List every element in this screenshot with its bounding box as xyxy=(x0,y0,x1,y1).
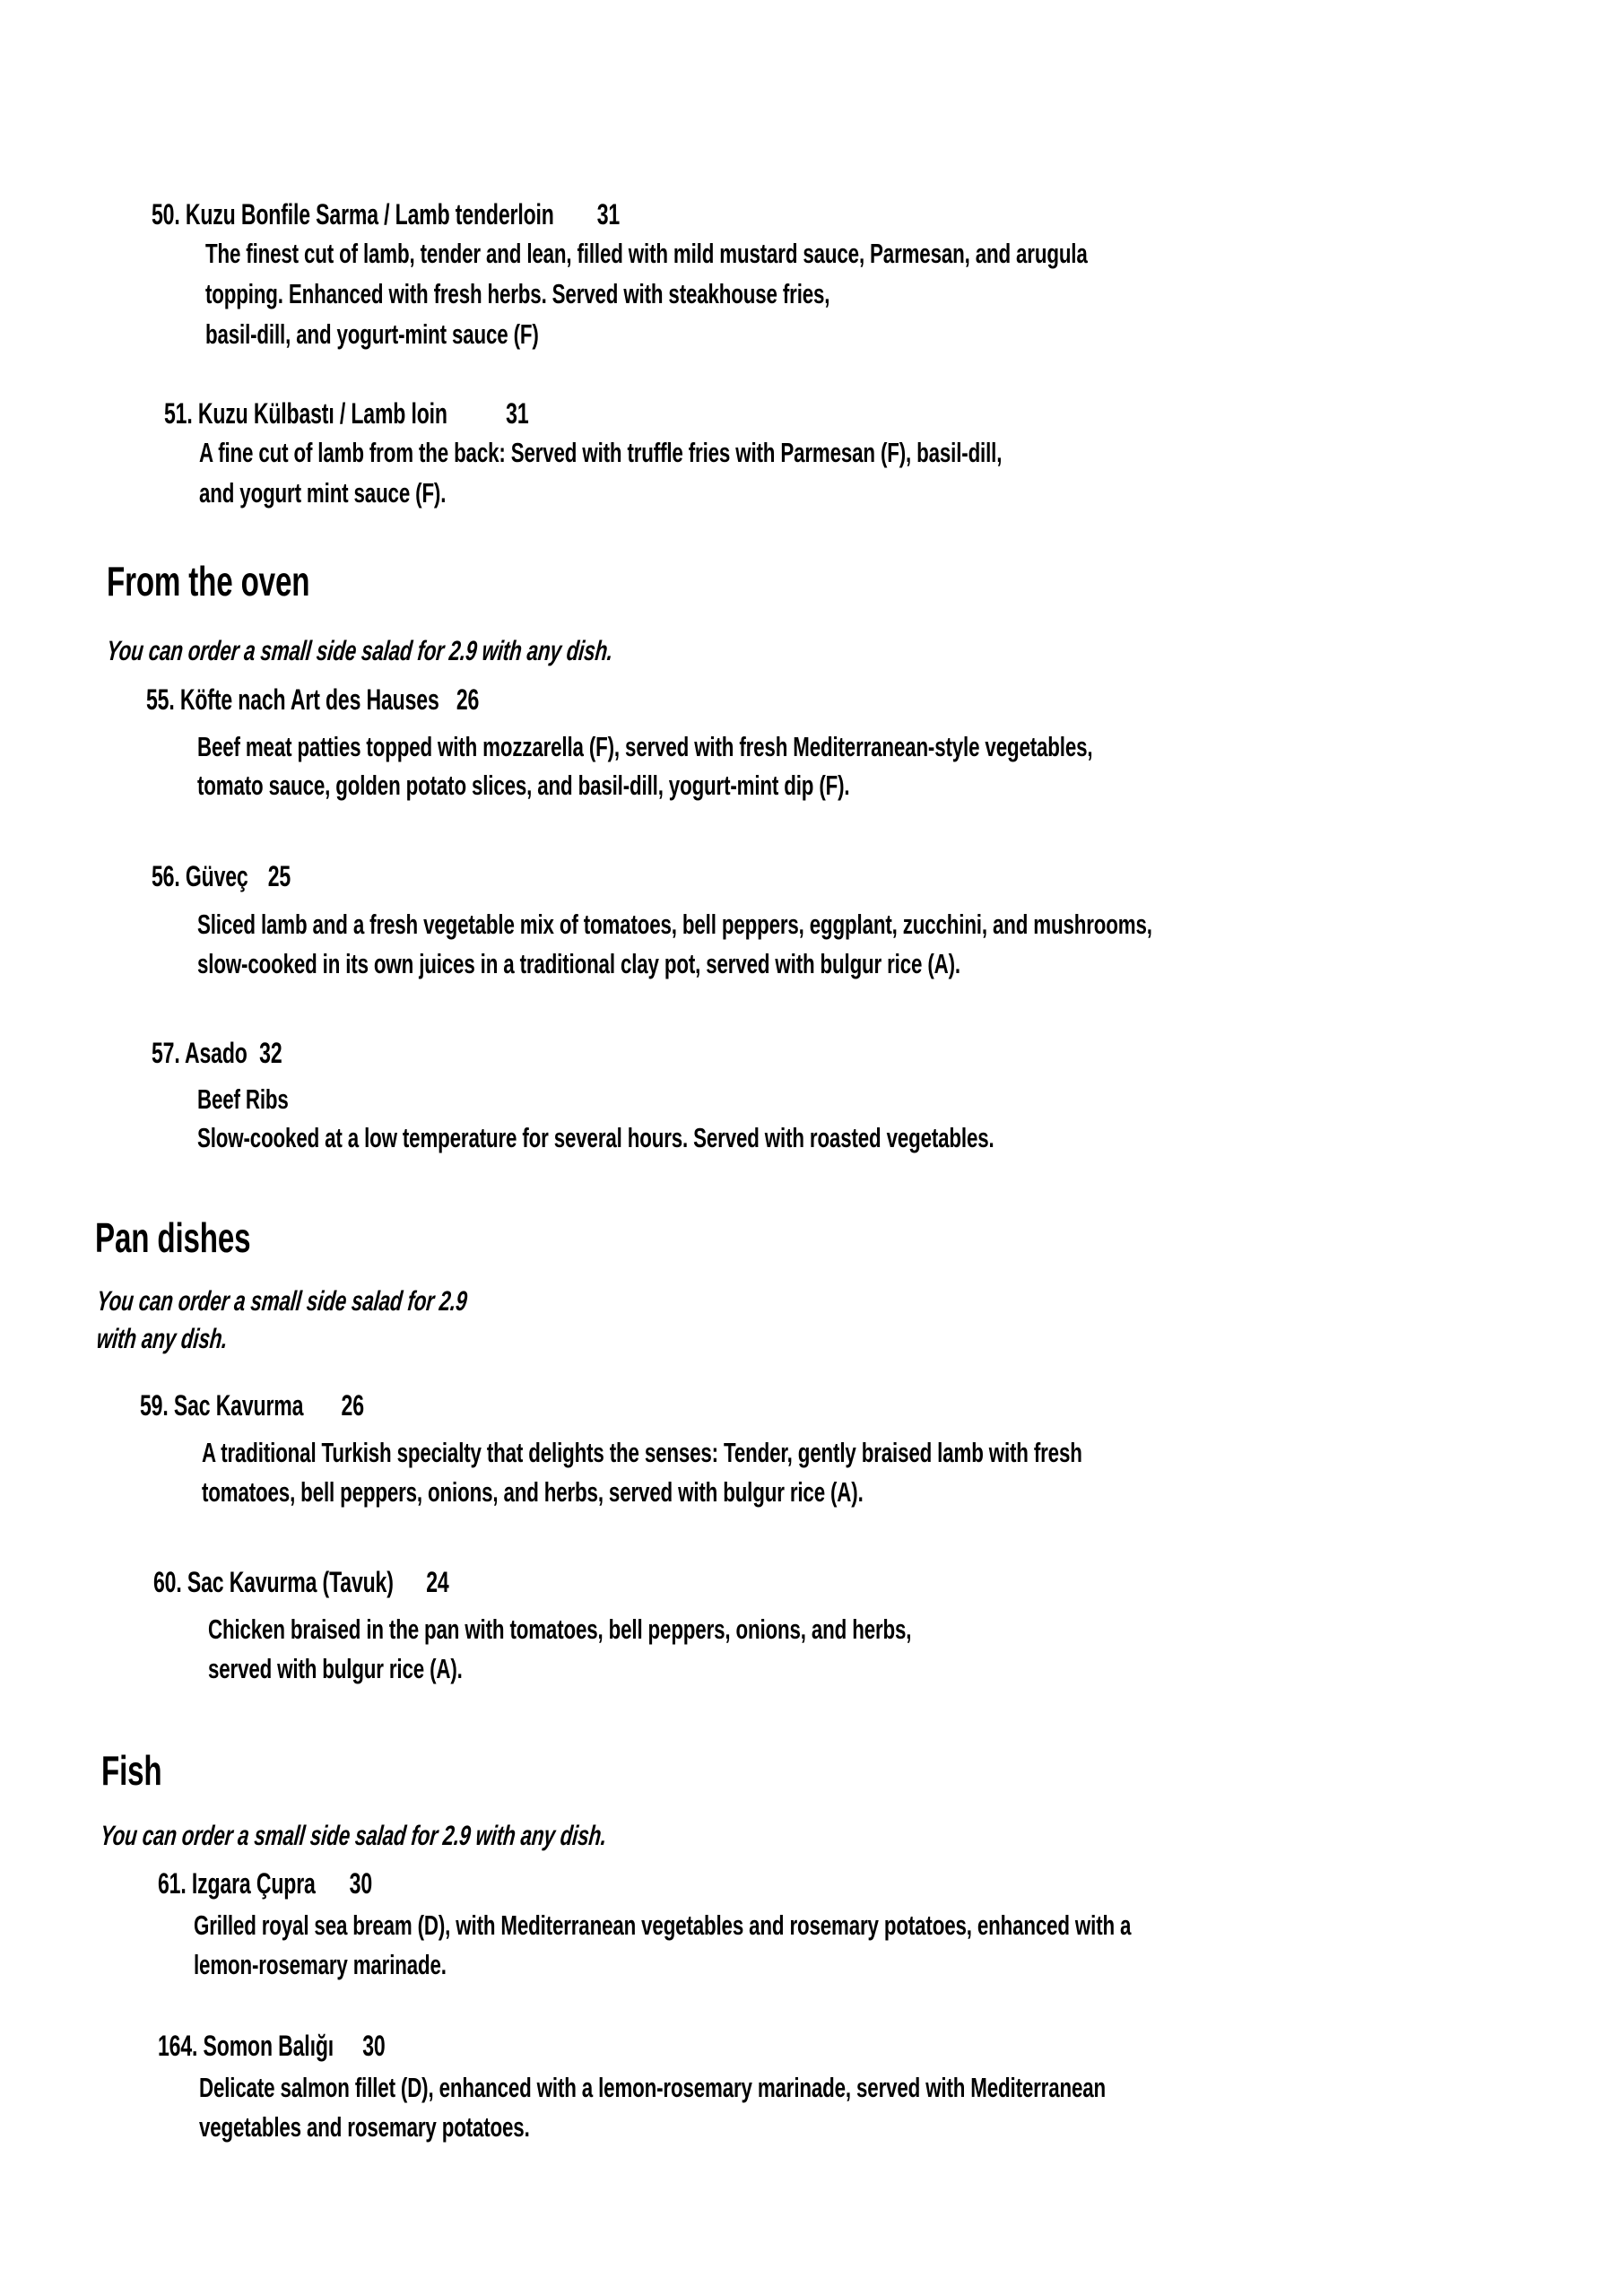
item-description-line: vegetables and rosemary potatoes. xyxy=(199,2111,530,2143)
item-description-line: Slow-cooked at a low temperature for several hours. Served with roasted vegetables. xyxy=(197,1122,994,1153)
item-price: 24 xyxy=(426,1566,449,1598)
item-description-line: Sliced lamb and a fresh vegetable mix of tomatoes, bell peppers, eggplant, zucchini, and mushrooms, xyxy=(197,909,1152,940)
section-note: with any dish. xyxy=(95,1323,230,1354)
item-description-line: A traditional Turkish specialty that delights the senses: Tender, gently braised lamb with fresh xyxy=(202,1437,1082,1468)
section-heading: Fish xyxy=(101,1747,162,1794)
item-price: 30 xyxy=(349,1867,372,1900)
item-name: Sac Kavurma (Tavuk) xyxy=(187,1566,394,1598)
section-note: You can order a small side salad for 2.9 xyxy=(95,1285,469,1317)
menu-item-title xyxy=(153,1564,449,1600)
item-number: 50. xyxy=(152,198,180,230)
item-number: 61. xyxy=(158,1867,187,1900)
item-description-line: basil-dill, and yogurt-mint sauce (F) xyxy=(205,318,539,350)
menu-item-title xyxy=(152,1035,282,1071)
item-price: 30 xyxy=(362,2030,386,2062)
item-number: 60. xyxy=(153,1566,182,1598)
section-heading: Pan dishes xyxy=(95,1214,251,1261)
menu-item-title xyxy=(158,1866,372,1901)
item-number: 56. xyxy=(152,860,180,892)
item-description-line: slow-cooked in its own juices in a traditional clay pot, served with bulgur rice (A). xyxy=(197,948,960,979)
menu-item-title xyxy=(152,196,620,232)
item-name: Kuzu Bonfile Sarma / Lamb tenderloin xyxy=(185,198,554,230)
item-description-line: and yogurt mint sauce (F). xyxy=(199,477,447,509)
item-price: 31 xyxy=(506,397,529,430)
menu-item-title xyxy=(158,2028,386,2064)
item-description-line: Chicken braised in the pan with tomatoes, bell peppers, onions, and herbs, xyxy=(208,1613,912,1645)
section-heading: From the oven xyxy=(107,558,310,604)
item-price: 26 xyxy=(456,683,480,716)
item-name: Izgara Çupra xyxy=(191,1867,316,1900)
item-description-line: Beef meat patties topped with mozzarella (F), served with fresh Mediterranean-style vegetables, xyxy=(197,731,1093,762)
item-name: Güveç xyxy=(185,860,248,892)
section-note: You can order a small side salad for 2.9 with any dish. xyxy=(99,1820,609,1851)
menu-item-title xyxy=(164,396,529,431)
item-description-line: served with bulgur rice (A). xyxy=(208,1653,463,1684)
item-description-line: tomatoes, bell peppers, onions, and herbs, served with bulgur rice (A). xyxy=(202,1476,864,1508)
menu-item-title xyxy=(152,858,291,894)
menu-item-title xyxy=(146,682,479,718)
item-name: Asado xyxy=(185,1037,248,1069)
item-price: 26 xyxy=(341,1389,364,1422)
item-description-line: lemon-rosemary marinade. xyxy=(194,1949,447,1980)
item-name: Sac Kavurma xyxy=(173,1389,304,1422)
menu-item-title xyxy=(140,1387,364,1423)
item-number: 57. xyxy=(152,1037,180,1069)
section-note: You can order a small side salad for 2.9 with any dish. xyxy=(105,635,615,666)
item-name: Köfte nach Art des Hauses xyxy=(179,683,439,716)
item-description-line: A fine cut of lamb from the back: Served with truffle fries with Parmesan (F), basil-dill, xyxy=(199,437,1003,468)
item-description-line: tomato sauce, golden potato slices, and basil-dill, yogurt-mint dip (F). xyxy=(197,770,850,801)
item-number: 164. xyxy=(158,2030,198,2062)
item-description-line: topping. Enhanced with fresh herbs. Served with steakhouse fries, xyxy=(205,278,830,309)
item-number: 59. xyxy=(140,1389,169,1422)
item-description-line: Beef Ribs xyxy=(197,1083,289,1115)
item-name: Kuzu Külbastı / Lamb loin xyxy=(197,397,447,430)
item-number: 55. xyxy=(146,683,175,716)
item-description-line: Grilled royal sea bream (D), with Mediterranean vegetables and rosemary potatoes, enhanced with a xyxy=(194,1909,1132,1941)
item-description-line: Delicate salmon fillet (D), enhanced with a lemon-rosemary marinade, served with Mediterranean xyxy=(199,2072,1107,2103)
item-price: 25 xyxy=(267,860,291,892)
item-price: 32 xyxy=(259,1037,282,1069)
item-number: 51. xyxy=(164,397,193,430)
item-name: Somon Balığı xyxy=(203,2030,334,2062)
item-description-line: The finest cut of lamb, tender and lean, filled with mild mustard sauce, Parmesan, and arugula xyxy=(205,238,1088,269)
item-price: 31 xyxy=(596,198,621,230)
